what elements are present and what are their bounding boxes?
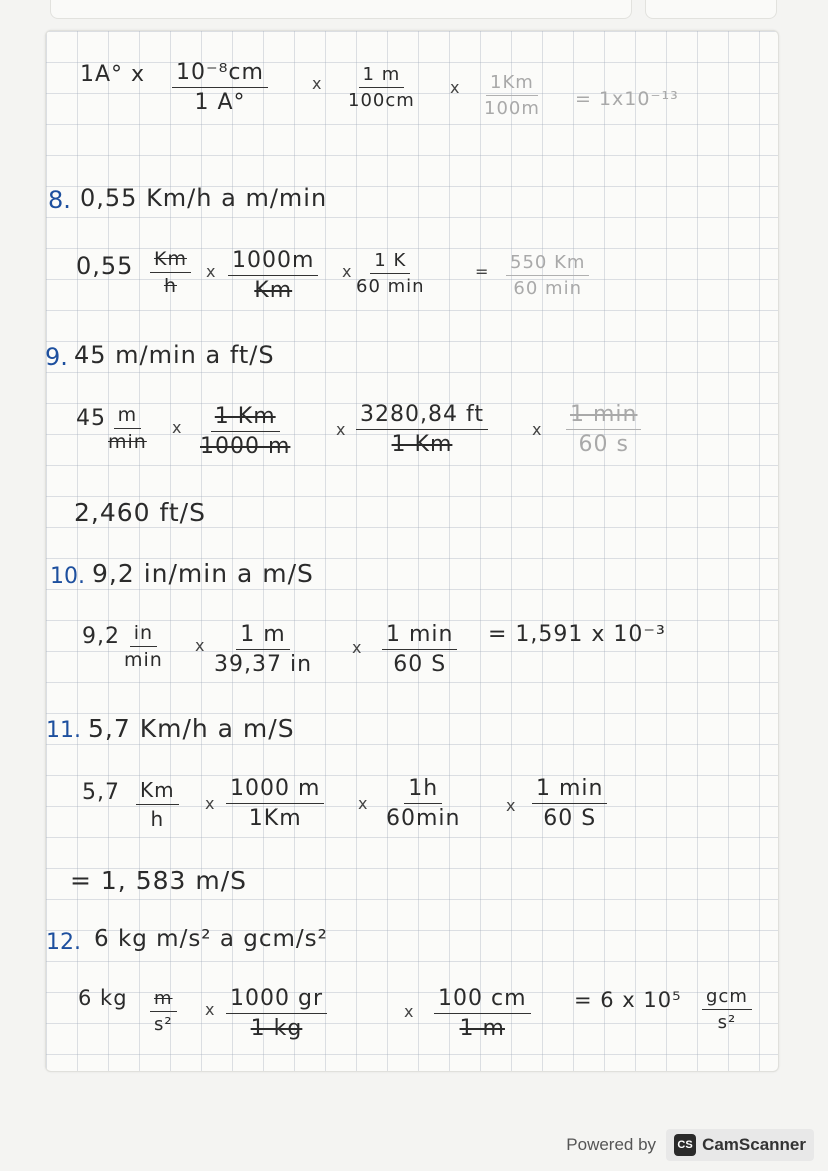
problem-11-lead: 5,7 [82, 780, 120, 805]
frac-numerator: 550 Km [506, 252, 589, 276]
problem-11-title: 5,7 Km/h a m/S [88, 714, 295, 743]
times-sign: x [172, 418, 182, 437]
problem-9-answer: 2,460 ft/S [74, 498, 206, 527]
problem-12-result: = 6 x 10⁵ [574, 988, 682, 1012]
problem-8-frac2 [356, 250, 425, 297]
problem-12-lead: 6 kg [78, 986, 128, 1010]
frac-numerator: 3280,84 ft [356, 402, 488, 430]
problem-9-number: 9. [45, 343, 68, 371]
line1-lead: 1A° x [80, 62, 146, 87]
problem-8-frac1 [228, 248, 318, 303]
frac-numerator: Km [136, 778, 179, 805]
frac-denominator: 100cm [348, 90, 415, 111]
frac-numerator: 1 m [359, 64, 405, 88]
frac-denominator: 60 min [513, 278, 582, 299]
times-sign: x [206, 262, 216, 281]
frac-numerator: 1h [404, 776, 442, 804]
line1-frac1 [172, 60, 268, 115]
problem-11-frac1 [226, 776, 324, 831]
times-sign: x [358, 794, 368, 813]
problem-9-frac2 [356, 402, 488, 457]
equals-sign: = [475, 262, 489, 281]
problem-10-number: 10. [50, 564, 85, 589]
frac-denominator: Km [254, 278, 293, 303]
camscanner-logo-icon: CS [674, 1134, 696, 1156]
problem-8-frac0 [150, 248, 191, 297]
line1-frac3 [484, 72, 540, 119]
frac-denominator: 60 min [356, 276, 425, 297]
frac-denominator: min [108, 431, 147, 453]
frac-numerator: 100 cm [434, 986, 531, 1014]
frac-denominator: 39,37 in [214, 652, 313, 677]
problem-11-frac0 [136, 778, 179, 831]
frac-denominator: s² [717, 1012, 737, 1033]
problem-9-frac3 [566, 402, 641, 457]
times-sign: x [312, 74, 322, 93]
frac-numerator: 1000 gr [226, 986, 327, 1014]
problem-12-title: 6 kg m/s² a gcm/s² [94, 926, 328, 952]
problem-10-result: = 1,591 x 10⁻³ [488, 622, 666, 647]
problem-8-number: 8. [48, 186, 71, 214]
frac-denominator: 1 A° [194, 90, 246, 115]
problem-10-frac2 [382, 622, 457, 677]
frac-denominator: 100m [484, 98, 540, 119]
frac-numerator: Km [150, 248, 191, 273]
frac-numerator: 1Km [486, 72, 538, 96]
problem-10-frac1 [214, 622, 312, 677]
frac-numerator: m [150, 988, 177, 1012]
frac-denominator: 60 S [543, 806, 597, 831]
notebook-tab [50, 0, 632, 19]
camscanner-brand: CamScanner [702, 1135, 806, 1154]
frac-denominator: 1 kg [250, 1016, 303, 1041]
frac-numerator: in [130, 622, 157, 647]
problem-12-frac0 [150, 988, 177, 1035]
frac-denominator: h [163, 275, 177, 297]
times-sign: x [205, 794, 215, 813]
times-sign: x [195, 636, 205, 655]
line1-frac2 [348, 64, 415, 111]
camscanner-badge [666, 1129, 814, 1161]
frac-numerator: 1 K [370, 250, 410, 274]
times-sign: x [404, 1002, 414, 1021]
frac-numerator: gcm [702, 986, 752, 1010]
frac-numerator: 1 m [236, 622, 289, 650]
problem-10-frac0 [124, 622, 163, 671]
frac-denominator: 60min [386, 806, 461, 831]
times-sign: x [352, 638, 362, 657]
problem-11-number: 11. [46, 718, 81, 743]
notebook-tab [645, 0, 777, 19]
frac-numerator: 10⁻⁸cm [172, 60, 268, 88]
problem-12-frac3 [702, 986, 752, 1033]
times-sign: x [450, 78, 460, 97]
frac-numerator: 1 min [382, 622, 457, 650]
problem-8-frac3 [506, 252, 589, 299]
times-sign: x [506, 796, 516, 815]
frac-denominator: 1 m [459, 1016, 505, 1041]
frac-denominator: h [150, 807, 165, 831]
camscanner-footer [566, 1129, 814, 1161]
problem-12-frac2 [434, 986, 531, 1041]
frac-numerator: 1000 m [226, 776, 324, 804]
line1-result: = 1x10⁻¹³ [575, 88, 679, 110]
problem-9-title: 45 m/min a ft/S [74, 341, 275, 369]
problem-9-lead: 45 [76, 406, 106, 431]
frac-denominator: 60 s [578, 432, 629, 457]
problem-9-frac1 [200, 404, 290, 459]
times-sign: x [336, 420, 346, 439]
frac-numerator: 1 min [532, 776, 607, 804]
times-sign: x [342, 262, 352, 281]
problem-12-number: 12. [46, 930, 81, 955]
frac-denominator: 1Km [248, 806, 302, 831]
frac-denominator: 60 S [393, 652, 447, 677]
problem-8-lead: 0,55 [76, 252, 134, 280]
problem-10-lead: 9,2 [82, 624, 120, 649]
problem-12-frac1 [226, 986, 327, 1041]
powered-by-label: Powered by [566, 1135, 657, 1154]
times-sign: x [205, 1000, 215, 1019]
frac-denominator: s² [153, 1014, 173, 1035]
problem-11-frac2 [386, 776, 460, 831]
problem-8-title: 0,55 Km/h a m/min [80, 184, 328, 212]
frac-numerator: 1 Km [211, 404, 280, 432]
frac-numerator: 1 min [566, 402, 641, 430]
problem-10-title: 9,2 in/min a m/S [92, 559, 314, 588]
times-sign: x [532, 420, 542, 439]
problem-11-frac3 [532, 776, 607, 831]
problem-9-frac0 [108, 404, 147, 453]
frac-denominator: 1 Km [391, 432, 453, 457]
frac-denominator: min [124, 649, 163, 671]
frac-denominator: 1000 m [200, 434, 291, 459]
frac-numerator: 1000m [228, 248, 318, 276]
frac-numerator: m [114, 404, 142, 429]
problem-11-answer: = 1, 583 m/S [70, 866, 248, 895]
notebook-tabs [50, 0, 820, 26]
